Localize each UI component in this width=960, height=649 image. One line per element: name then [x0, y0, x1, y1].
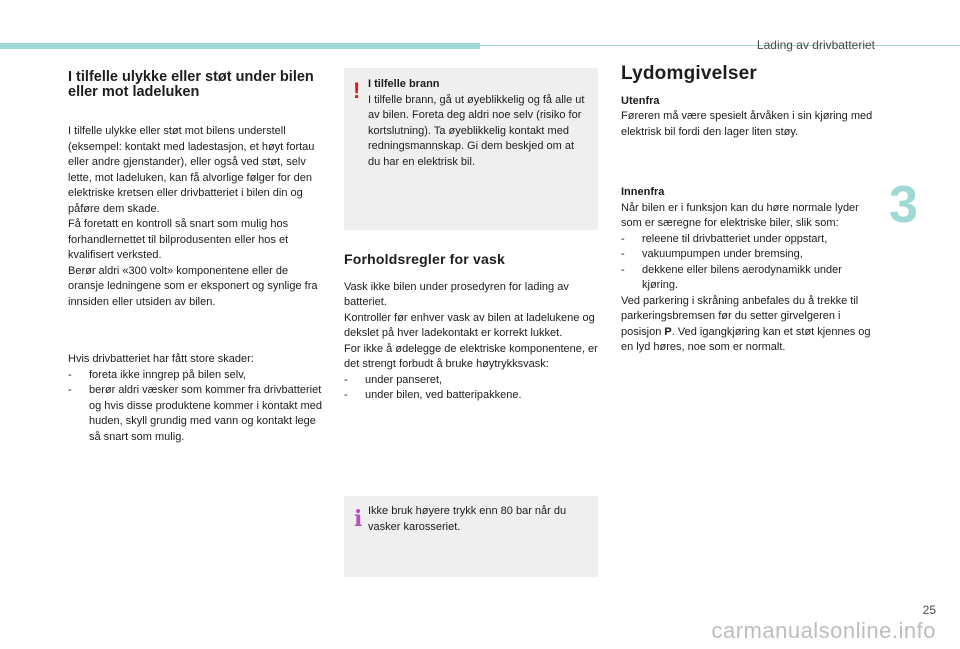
inside-intro: Når bilen er i funksjon kan du høre normale lyder som er særegne for elektriske biler, slik som:	[621, 201, 859, 229]
inside-outro	[621, 294, 879, 356]
accident-paragraph: I tilfelle ulykke eller støt mot bilens understell (eksempel: kontakt med ladestasjon, et høyt fortau eller andre gjenstander), eller også ved støt, selv lette, mot ladeluken, kan få alvorlige følger for den elektriske kretsen eller drivbatteriet i bilen din og påføre dem skade. Få foretatt en kontroll så snart som mulig hos forhandlernettet til bilprodusenten eller hos et kvalifisert verksted. Berør aldri «300 volt» komponentene eller de oransje ledningene som er eksponert og synlige fra innsiden eller utsiden av bilen.	[68, 125, 318, 308]
warning-exclamation-icon: !	[353, 78, 361, 103]
list-item: - under panseret,	[344, 373, 598, 389]
list-item: - vakuumpumpen under bremsing,	[621, 247, 879, 263]
inside-outro-end: . Ved igangkjøring kan et støt kjennes og en lyd høres, noe som er normalt.	[621, 325, 871, 353]
inside-outro-start: Ved parkering i skråning anbefales du å trekke til parkeringsbremsen før du setter girvelgeren i posisjon	[621, 294, 859, 338]
list-item: - releene til drivbatteriet under oppstart,	[621, 232, 879, 248]
left-column	[68, 70, 323, 445]
washing-paragraph: Vask ikke bilen under prosedyren for lading av batteriet. Kontroller før enhver vask av bilen at ladelukene og dekslet på hver ladekontakt er korrekt lukket. For ikke å ødelegge de elektriske komponentene, er det strengt forbudt å bruke høytrykksvask:	[344, 280, 598, 370]
section-heading-sound: Lydomgivelser	[621, 63, 757, 84]
info-text: Ikke bruk høyere trykk enn 80 bar når du vasker karosseriet.	[368, 505, 567, 533]
section-heading-washing: Forholdsregler for vask	[344, 251, 505, 267]
info-icon: i	[354, 506, 363, 532]
page-number: 25	[922, 603, 936, 617]
fire-warning-box	[344, 68, 598, 230]
header-rule	[480, 45, 960, 46]
damage-intro: Hvis drivbatteriet har fått store skader:	[68, 353, 254, 365]
inside-title: Innenfra	[621, 186, 665, 198]
header-accent-bar	[0, 43, 480, 49]
list-item: - under bilen, ved batteripakkene.	[344, 388, 598, 404]
washing-list	[344, 373, 598, 404]
list-item: - foreta ikke inngrep på bilen selv,	[68, 368, 323, 384]
damage-list	[68, 368, 323, 446]
warning-title: I tilfelle brann	[368, 78, 440, 90]
section-heading-accident: I tilfelle ulykke eller støt under bilen eller mot ladeluken	[68, 69, 314, 100]
list-item: - dekkene eller bilens aerodynamikk under kjøring.	[621, 263, 879, 294]
warning-content	[368, 77, 588, 170]
pressure-info-box	[344, 496, 598, 577]
warning-text: I tilfelle brann, gå ut øyeblikkelig og få alle ut av bilen. Foreta deg aldri noe selv (risiko for kortslutning). Ta øyeblikkelig kontakt med redningsmannskap. Gi dem beskjed om at du har en elektrisk bil.	[368, 93, 585, 168]
chapter-number: 3	[889, 176, 918, 234]
watermark: carmanualsonline.info	[711, 618, 936, 643]
middle-column	[344, 252, 598, 404]
outside-title: Utenfra	[621, 94, 660, 107]
inside-list	[621, 232, 879, 294]
right-column	[621, 63, 879, 356]
gear-position-p: P	[664, 325, 672, 338]
outside-text: Føreren må være spesielt årvåken i sin kjøring med elektrisk bil fordi den lager liten støy.	[621, 110, 873, 138]
chapter-title: Lading av drivbatteriet	[756, 38, 875, 52]
list-item: - berør aldri væsker som kommer fra drivbatteriet og hvis disse produktene kommer i kontakt med huden, skyll grundig med vann og kontakt lege så snart som mulig.	[68, 383, 323, 445]
